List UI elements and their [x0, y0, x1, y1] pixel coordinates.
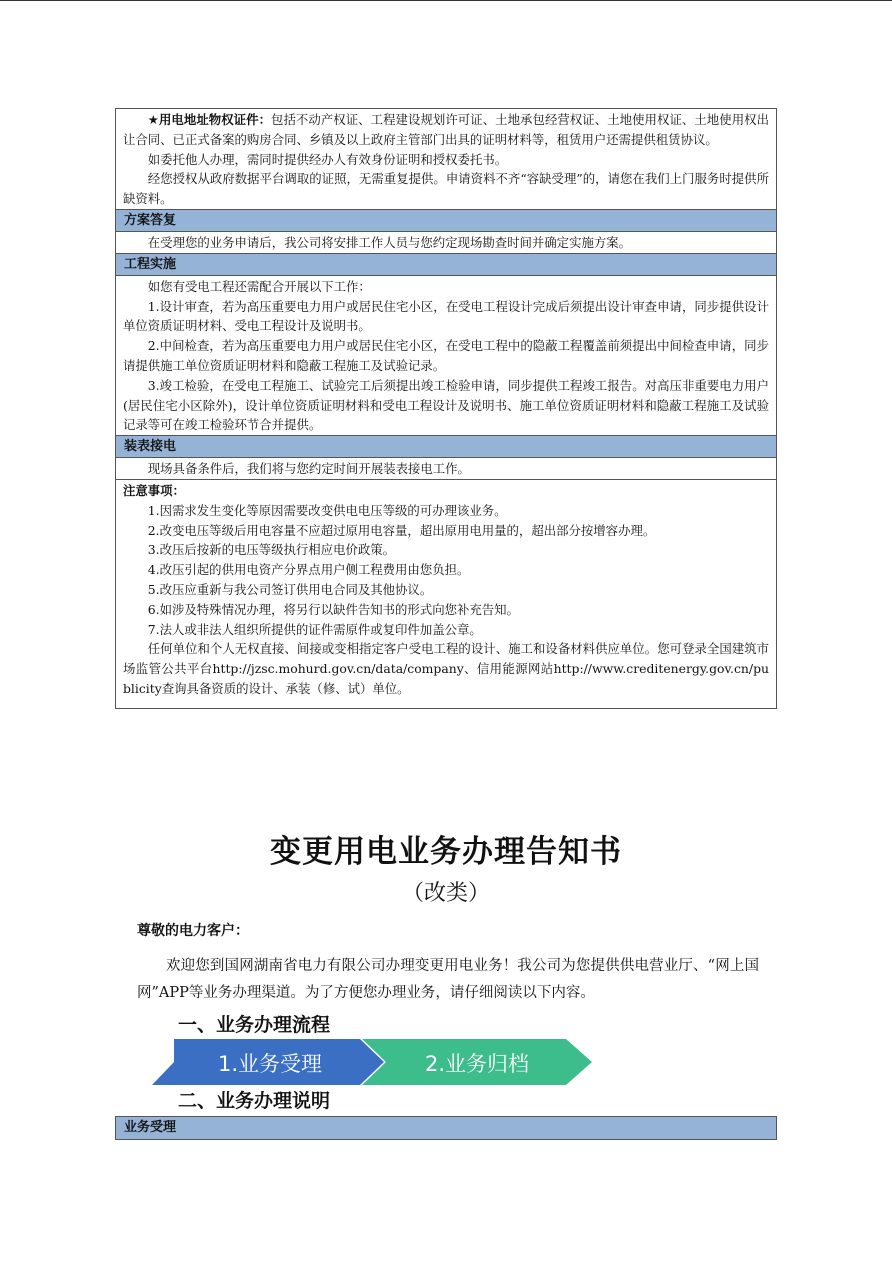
section-meter-install	[116, 435, 776, 479]
requirements-table	[115, 108, 777, 709]
notice-subtitle: （改类）	[401, 881, 490, 906]
note-item: 7.法人或非法人组织所提供的证件需原件或复印件加盖公章。	[147, 621, 482, 637]
flow-step-2-label: 2.业务归档	[424, 1052, 530, 1076]
property-docs-text: 包括不动产权证、工程建设规划许可证、土地承包经营权证、土地使用权证、土地使用权出让合同、已正式备案的购房合同、乡镇及以上政府主管部门出具的证明材料等，租赁用户还需提供租赁协议。	[123, 112, 770, 147]
notes-lead: 注意事项：	[123, 482, 185, 498]
intro-paragraph: 欢迎您到国网湖南省电力有限公司办理变更用电业务！我公司为您提供供电营业厅、“网上国网”APP等业务办理渠道。为了方便您办理业务，请仔细阅读以下内容。	[137, 958, 759, 1001]
plan-reply-text: 在受理您的业务申请后，我公司将安排工作人员与您约定现场勘查时间并确定实施方案。	[147, 234, 632, 250]
business-acceptance-header: 业务受理	[116, 1117, 776, 1139]
note-item: 5.改压应重新与我公司签订供用电合同及其他协议。	[147, 581, 433, 597]
instructions-table	[115, 1116, 777, 1140]
section-construction	[116, 253, 776, 435]
completion-inspection-text: 3.竣工检验，在受电工程施工、试验完工后须提出竣工检验申请，同步提供工程竣工报告。对高压非重要电力用户(居民住宅小区除外)，设计单位资质证明材料和受电工程设计及说明书、施工单位资质证明材料和隐蔽工程施工及试验记录等可在竣工检验环节合并提供。	[123, 377, 769, 433]
section-plan-reply	[116, 209, 776, 253]
meter-install-text: 现场具备条件后，我们将与您约定时间开展装表接电工作。	[147, 461, 470, 477]
note-item: 2.改变电压等级后用电容量不应超过原用电容量，超出原用电用量的，超出部分按增容办理。	[147, 522, 656, 538]
notice-title: 变更用电业务办理告知书	[270, 834, 622, 870]
note-item: 6.如涉及特殊情况办理，将另行以缺件告知书的形式向您补充告知。	[147, 601, 519, 617]
greeting: 尊敬的电力客户：	[137, 923, 249, 939]
note-item: 3.改压后按新的电压等级执行相应电价政策。	[147, 542, 396, 558]
property-docs-paragraph	[123, 110, 769, 150]
property-docs-lead: ★用电地址物权证件：	[147, 112, 272, 127]
note-item: 1.因需求发生变化等原因需要改变供电电压等级的可办理该业务。	[147, 502, 507, 518]
process-flow	[152, 1037, 602, 1091]
note-item: 4.改压引起的供用电资产分界点用户侧工程费用由您负担。	[147, 562, 470, 578]
design-review-text: 1.设计审查，若为高压重要电力用户或居民住宅小区，在受电工程设计完成后须提出设计审查申请，同步提供设计单位资质证明材料、受电工程设计及说明书。	[123, 298, 769, 334]
meter-install-header: 装表接电	[116, 436, 776, 458]
page-top-rule	[0, 0, 892, 1]
flow-step-1-label: 1.业务受理	[217, 1052, 323, 1076]
midterm-inspection-text: 2.中间检查，若为高压重要电力用户或居民住宅小区，在受电工程中的隐蔽工程覆盖前须提出中间检查申请，同步请提供施工单位资质证明材料和隐蔽工程施工及试验记录。	[123, 338, 769, 373]
section-notes	[116, 479, 776, 699]
designation-notice: 任何单位和个人无权直接、间接或变相指定客户受电工程的设计、施工和设备材料供应单位。您可登录全国建筑市场监管公共平台http://jzsc.mohurd.gov.cn/data/company、信用能源网站http://www.creditenergy.gov.cn/publicity查询具备资质的设计、承装（修、试）单位。	[123, 641, 769, 696]
section-heading-process: 一、业务办理流程	[178, 1014, 331, 1036]
authorization-paragraph: 经您授权从政府数据平台调取的证照，无需重复提供。申请资料不齐“容缺受理”的，请您在我们上门服务时提供所缺资料。	[123, 171, 769, 207]
construction-intro: 如您有受电工程还需配合开展以下工作：	[147, 278, 371, 294]
plan-reply-header: 方案答复	[116, 210, 776, 232]
construction-header: 工程实施	[116, 254, 776, 276]
section-documents	[116, 109, 776, 209]
proxy-paragraph: 如委托他人办理，需同时提供经办人有效身份证明和授权委托书。	[147, 151, 508, 167]
section-heading-instructions: 二、业务办理说明	[178, 1090, 331, 1112]
